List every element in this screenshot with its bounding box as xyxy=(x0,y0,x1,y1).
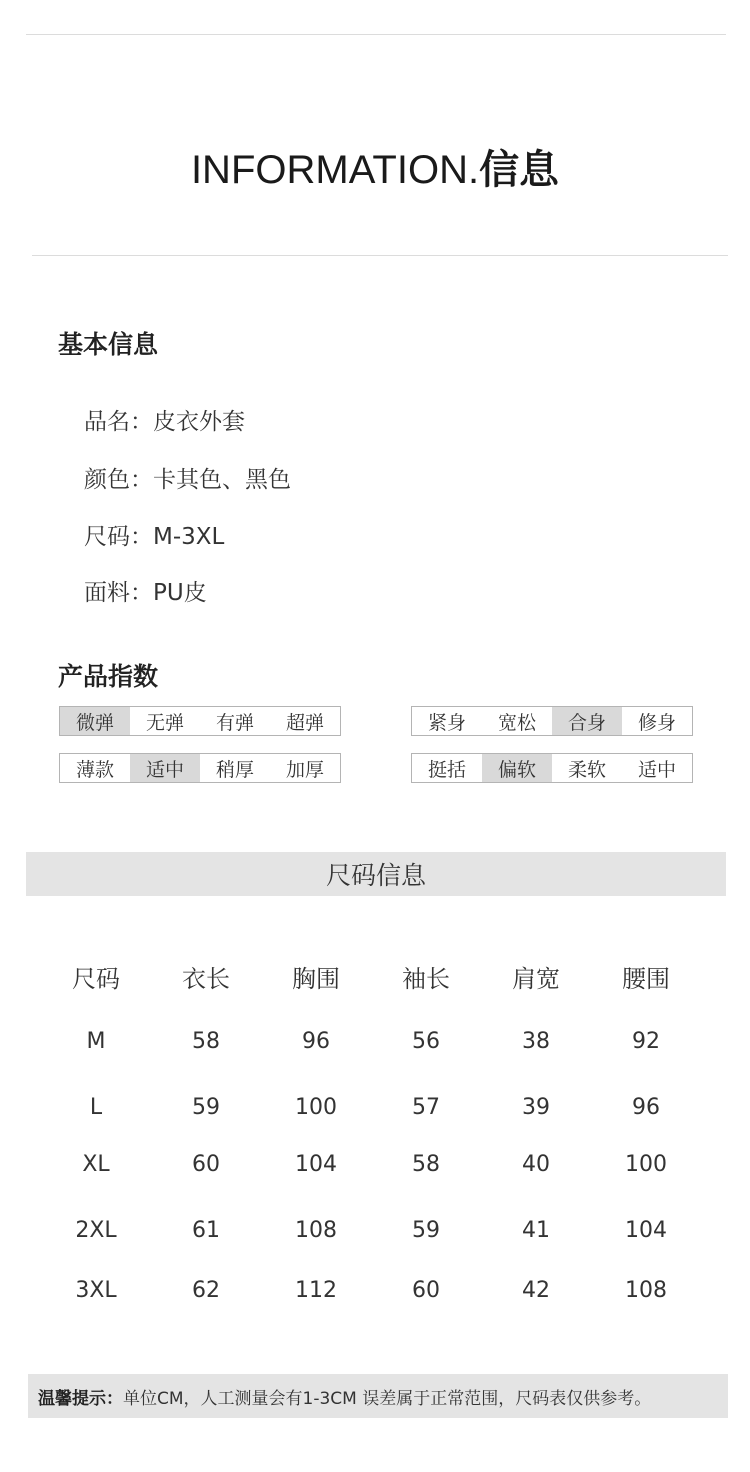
table-cell: XL xyxy=(82,1152,110,1177)
table-cell: 59 xyxy=(192,1095,220,1120)
scale-option: 无弹 xyxy=(145,711,184,734)
product-index-heading: 产品指数 xyxy=(58,662,159,691)
table-cell: 60 xyxy=(192,1152,220,1177)
info-row-color xyxy=(84,461,291,494)
table-cell: 39 xyxy=(522,1095,550,1120)
table-cell: 104 xyxy=(295,1152,337,1177)
elasticity-scale xyxy=(59,706,341,736)
table-cell: 108 xyxy=(625,1278,667,1303)
table-cell: 38 xyxy=(522,1029,550,1054)
page-title xyxy=(0,138,750,195)
scale-option: 宽松 xyxy=(497,711,536,734)
table-cell: 42 xyxy=(522,1278,550,1303)
table-cell: 58 xyxy=(192,1029,220,1054)
scale-option: 微弹 xyxy=(60,707,130,735)
scale-option: 挺括 xyxy=(427,758,466,781)
table-header-cell: 尺码 xyxy=(72,965,120,993)
info-label: 尺码： xyxy=(84,524,153,550)
table-cell: L xyxy=(89,1095,103,1120)
info-value: PU皮 xyxy=(153,580,207,606)
thickness-scale xyxy=(59,753,341,783)
table-cell: 60 xyxy=(412,1278,440,1303)
table-cell: 100 xyxy=(625,1152,667,1177)
scale-option: 紧身 xyxy=(427,711,466,734)
page-title-zh: 信息 xyxy=(479,147,560,193)
scale-option: 薄款 xyxy=(75,758,114,781)
table-cell: 59 xyxy=(412,1218,440,1243)
table-header-cell: 胸围 xyxy=(292,965,340,993)
table-header-cell: 腰围 xyxy=(622,965,670,993)
softness-scale xyxy=(411,753,693,783)
tip-text: 单位CM，人工测量会有1-3CM 误差属于正常范围，尺码表仅供参考。 xyxy=(123,1388,652,1409)
table-cell: 3XL xyxy=(75,1278,117,1303)
table-cell: 56 xyxy=(412,1029,440,1054)
scale-option: 偏软 xyxy=(482,754,552,782)
table-cell: 58 xyxy=(412,1152,440,1177)
info-row-name xyxy=(84,403,245,436)
fit-scale xyxy=(411,706,693,736)
table-cell: 57 xyxy=(412,1095,440,1120)
table-cell: 104 xyxy=(625,1218,667,1243)
page-title-en: INFORMATION. xyxy=(190,148,480,192)
info-label: 品名： xyxy=(84,409,153,435)
info-value: M-3XL xyxy=(153,524,225,550)
scale-option: 合身 xyxy=(552,707,622,735)
table-cell: 40 xyxy=(522,1152,550,1177)
table-header-cell: 衣长 xyxy=(182,965,230,993)
scale-option: 柔软 xyxy=(567,758,606,781)
scale-option: 超弹 xyxy=(285,711,324,734)
table-cell: 96 xyxy=(632,1095,660,1120)
info-label: 面料： xyxy=(84,580,153,606)
table-cell: 2XL xyxy=(75,1218,117,1243)
scale-option: 适中 xyxy=(130,754,200,782)
table-cell: 41 xyxy=(522,1218,550,1243)
table-cell: 112 xyxy=(295,1278,337,1303)
table-cell: 61 xyxy=(192,1218,220,1243)
scale-option: 加厚 xyxy=(285,758,324,781)
tip-banner xyxy=(28,1374,728,1418)
table-header-cell: 肩宽 xyxy=(512,965,560,993)
basic-info-heading: 基本信息 xyxy=(58,330,159,359)
tip-label: 温馨提示： xyxy=(38,1388,123,1409)
table-cell: 96 xyxy=(302,1029,330,1054)
table-cell: 92 xyxy=(632,1029,660,1054)
table-cell: 108 xyxy=(295,1218,337,1243)
info-value: 卡其色、黑色 xyxy=(153,467,291,493)
table-cell: 62 xyxy=(192,1278,220,1303)
scale-option: 修身 xyxy=(637,711,676,734)
table-header-cell: 袖长 xyxy=(402,965,450,993)
scale-option: 有弹 xyxy=(215,711,254,734)
top-divider xyxy=(26,34,726,35)
title-divider xyxy=(32,255,728,256)
info-row-size xyxy=(84,518,224,551)
table-cell: 100 xyxy=(295,1095,337,1120)
size-info-banner: 尺码信息 xyxy=(26,852,726,896)
info-label: 颜色： xyxy=(84,467,153,493)
table-cell: M xyxy=(86,1029,106,1054)
info-row-fabric xyxy=(84,574,207,607)
info-value: 皮衣外套 xyxy=(153,409,245,435)
scale-option: 适中 xyxy=(637,758,676,781)
scale-option: 稍厚 xyxy=(215,758,254,781)
